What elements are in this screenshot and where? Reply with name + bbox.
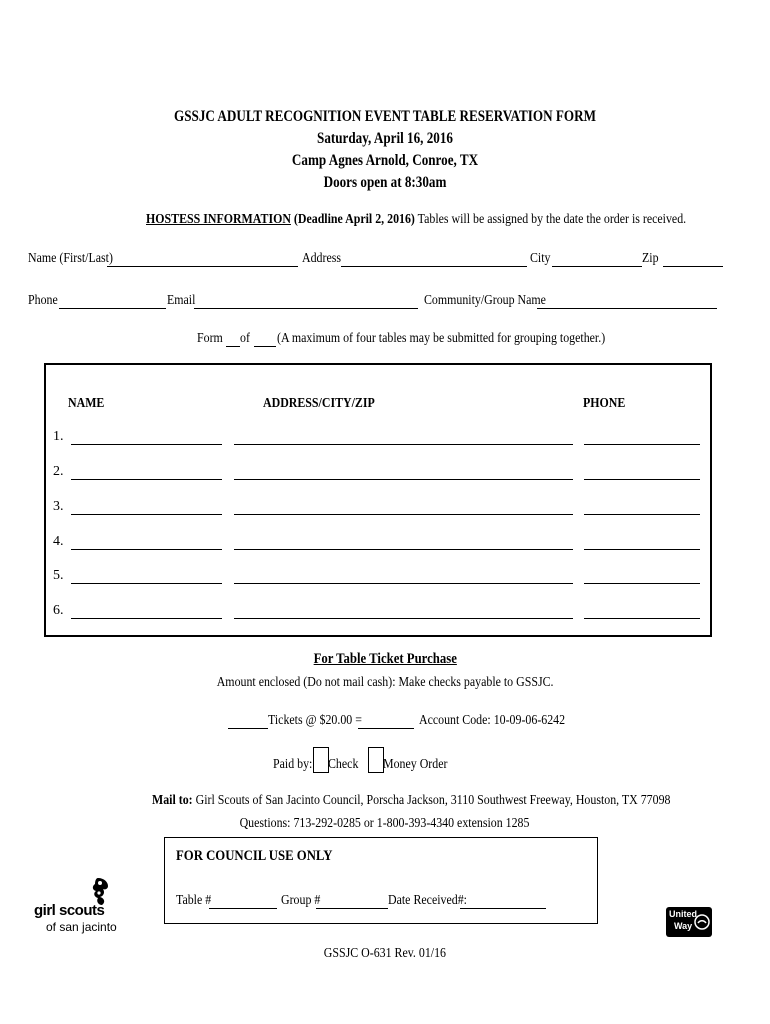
event-date: Saturday, April 16, 2016 (317, 130, 453, 147)
name-label: Name (First/Last) (28, 251, 113, 266)
amount-note: Amount enclosed (Do not mail cash): Make checks payable to GSSJC. (216, 675, 554, 690)
group-label: Group # (281, 893, 321, 908)
girl-scouts-logo (34, 876, 124, 938)
email-label: Email (167, 293, 196, 308)
tickets-count-field[interactable] (228, 728, 268, 729)
logo-line2: of san jacinto (46, 920, 117, 934)
uw-line2: Way (674, 921, 693, 931)
purchase-heading-wrap (0, 650, 770, 668)
hostess-note: Tables will be assigned by the date the order is received. (417, 212, 687, 227)
community-field[interactable] (537, 308, 717, 309)
row-6-phone-field[interactable] (584, 618, 700, 619)
row-6-address-field[interactable] (234, 618, 573, 619)
mail-to-label: Mail to: (152, 793, 193, 808)
form-label: Form (197, 331, 223, 346)
row-4-name-field[interactable] (71, 549, 222, 550)
row-3-address-field[interactable] (234, 514, 573, 515)
row-1-phone-field[interactable] (584, 444, 700, 445)
phone-field[interactable] (59, 308, 166, 309)
zip-field[interactable] (663, 266, 723, 267)
date-received-field[interactable] (460, 908, 546, 909)
row-number: 2. (53, 464, 64, 479)
mail-to-line (152, 793, 670, 809)
check-checkbox[interactable] (313, 747, 329, 773)
city-field[interactable] (552, 266, 642, 267)
money-order-label: Money Order (383, 757, 448, 772)
hostess-deadline: (Deadline April 2, 2016) (293, 212, 415, 227)
doors-open: Doors open at 8:30am (323, 174, 447, 191)
uw-line1: United (669, 909, 697, 919)
col-phone-header: PHONE (583, 396, 626, 411)
council-heading: FOR COUNCIL USE ONLY (176, 848, 333, 864)
row-6-name-field[interactable] (71, 618, 222, 619)
purchase-heading: For Table Ticket Purchase (313, 651, 457, 667)
row-4-phone-field[interactable] (584, 549, 700, 550)
hand-icon (694, 914, 710, 930)
row-1-address-field[interactable] (234, 444, 573, 445)
paid-by-label: Paid by: (273, 757, 313, 772)
row-number: 1. (53, 429, 64, 444)
row-number: 3. (53, 499, 64, 514)
date-received-label: Date Received#: (388, 893, 467, 908)
row-5-name-field[interactable] (71, 583, 222, 584)
address-field[interactable] (341, 266, 527, 267)
united-way-logo (666, 907, 712, 937)
form-number: GSSJC O-631 Rev. 01/16 (323, 946, 447, 961)
table-number-field[interactable] (209, 908, 277, 909)
row-5-address-field[interactable] (234, 583, 573, 584)
check-label: Check (328, 757, 359, 772)
money-order-checkbox[interactable] (368, 747, 384, 773)
form-total-field[interactable] (254, 346, 276, 347)
row-5-phone-field[interactable] (584, 583, 700, 584)
form-note: (A maximum of four tables may be submitted for grouping together.) (277, 331, 606, 346)
community-label: Community/Group Name (424, 293, 546, 308)
row-3-name-field[interactable] (71, 514, 222, 515)
zip-label: Zip (642, 251, 659, 266)
col-address-header: ADDRESS/CITY/ZIP (263, 396, 375, 411)
of-label: of (240, 331, 250, 346)
row-2-address-field[interactable] (234, 479, 573, 480)
footer-wrap (0, 944, 770, 962)
row-3-phone-field[interactable] (584, 514, 700, 515)
group-number-field[interactable] (316, 908, 388, 909)
logo-line1: girl scouts (34, 902, 105, 919)
account-code: Account Code: 10-09-06-6242 (419, 713, 566, 728)
address-label: Address (302, 251, 342, 266)
col-name-header: NAME (68, 396, 105, 411)
table-label: Table # (176, 893, 212, 908)
row-number: 5. (53, 568, 64, 583)
questions-wrap (0, 814, 770, 832)
tickets-total-field[interactable] (358, 728, 414, 729)
row-2-phone-field[interactable] (584, 479, 700, 480)
hostess-heading: HOSTESS INFORMATION (146, 212, 291, 227)
hostess-info-line (146, 212, 686, 228)
row-2-name-field[interactable] (71, 479, 222, 480)
questions-line: Questions: 713-292-0285 or 1-800-393-4340 extension 1285 (240, 816, 530, 831)
form-title: GSSJC ADULT RECOGNITION EVENT TABLE RESERVATION FORM (174, 108, 596, 125)
phone-label: Phone (28, 293, 58, 308)
city-label: City (530, 251, 551, 266)
email-field[interactable] (194, 308, 418, 309)
row-number: 4. (53, 534, 64, 549)
row-number: 6. (53, 603, 64, 618)
event-location: Camp Agnes Arnold, Conroe, TX (291, 152, 479, 169)
amount-note-wrap (0, 673, 770, 691)
form-number-field[interactable] (226, 346, 240, 347)
name-field[interactable] (107, 266, 298, 267)
row-1-name-field[interactable] (71, 444, 222, 445)
row-4-address-field[interactable] (234, 549, 573, 550)
mail-to-address: Girl Scouts of San Jacinto Council, Porscha Jackson, 3110 Southwest Freeway, Houston, TX 77098 (195, 793, 671, 808)
tickets-text: Tickets @ $20.00 = (268, 713, 362, 728)
